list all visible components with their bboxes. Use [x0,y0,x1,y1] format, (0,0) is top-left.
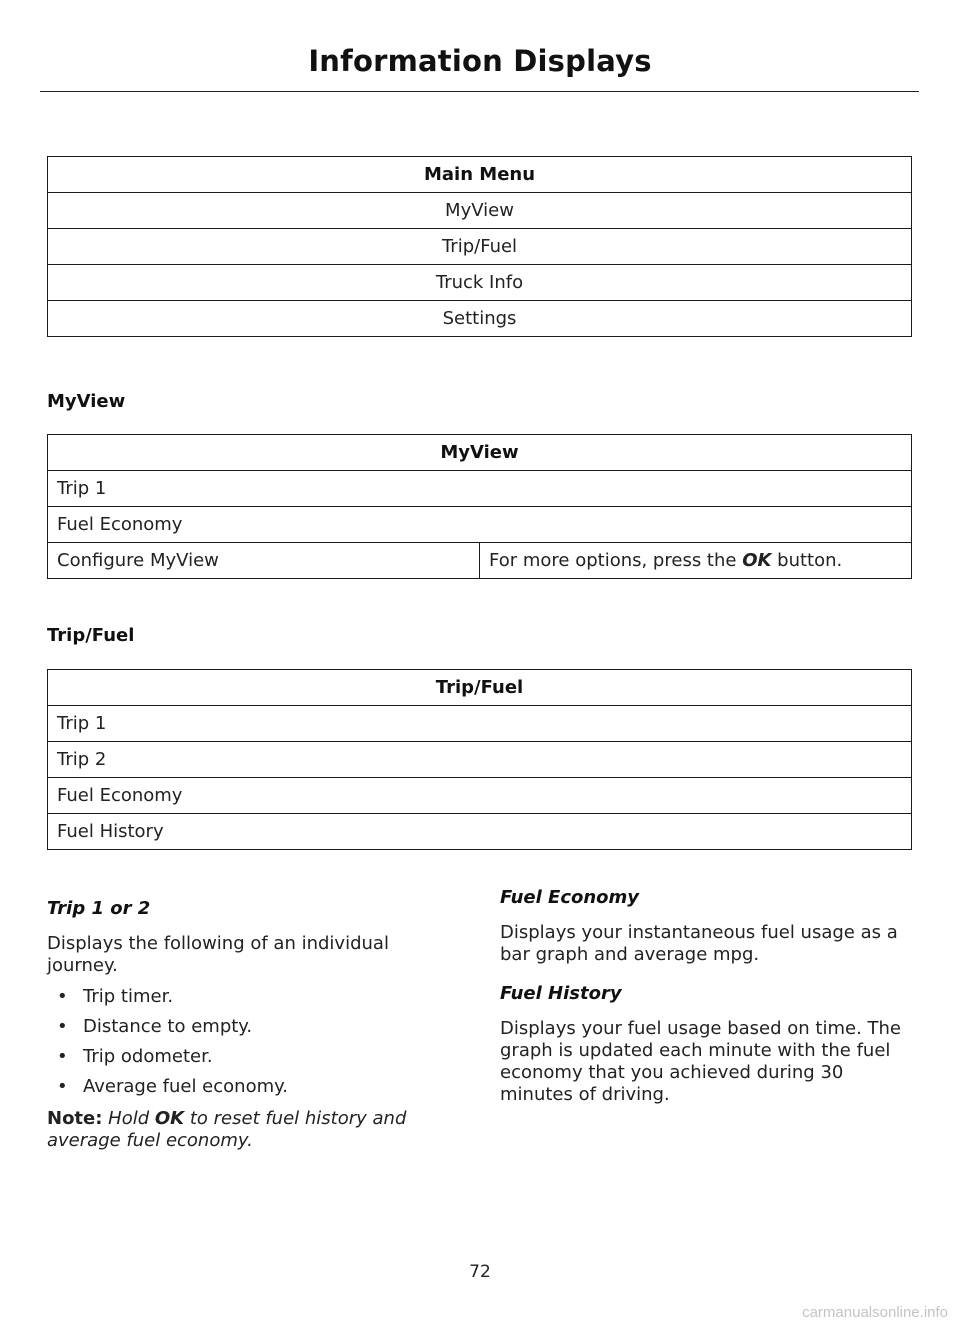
note-text-after: to reset fuel history and average fuel economy. [47,1108,407,1151]
fuel-economy-text: Displays your instantaneous fuel usage as a bar graph and average mpg. [500,922,898,965]
main-menu-item-truckinfo: Truck Info [48,265,912,301]
fuel-economy-heading: Fuel Economy [500,887,640,908]
bullet-text: Distance to empty. [83,1016,253,1037]
bullet-distance-to-empty [47,1016,442,1038]
bullet-average-fuel-economy [47,1076,442,1098]
myview-table [47,434,912,579]
tripfuel-row-trip2: Trip 2 [48,742,912,778]
fuel-history-heading: Fuel History [500,983,622,1004]
bullet-dot: • [57,986,68,1007]
bullet-text: Trip odometer. [83,1046,213,1067]
bullet-trip-odometer [47,1046,442,1068]
main-menu-item-myview: MyView [48,193,912,229]
ok-key-label: OK [742,549,772,571]
myview-configure-note [480,543,912,579]
right-column [500,887,915,1106]
main-menu-heading: Main Menu [48,157,912,193]
main-menu-table [47,156,912,337]
fuel-history-text: Displays your fuel usage based on time. The graph is updated each minute with the fuel economy that you achieved during 30 minutes of driving. [500,1018,902,1105]
tripfuel-row-trip1: Trip 1 [48,706,912,742]
bullet-dot: • [57,1046,68,1067]
myview-row-fuel-economy: Fuel Economy [48,507,912,543]
trip12-intro: Displays the following of an individual journey. [47,933,389,976]
bullet-dot: • [57,1016,68,1037]
myview-row-configure: Configure MyView [48,543,480,579]
tripfuel-table [47,669,912,850]
bullet-trip-timer [47,986,442,1008]
bullet-text: Average fuel economy. [83,1076,288,1097]
header-divider [40,91,919,92]
note-text-before: Hold [102,1108,155,1129]
tripfuel-row-fuel-history: Fuel History [48,814,912,850]
watermark: carmanualsonline.info [802,1304,948,1321]
page-number: 72 [469,1262,491,1282]
myview-section-title: MyView [47,391,126,412]
tripfuel-section-title: Trip/Fuel [47,625,135,646]
note-text-after: button. [771,549,843,571]
myview-row-trip1: Trip 1 [48,471,912,507]
bullet-dot: • [57,1076,68,1097]
myview-heading: MyView [48,435,912,471]
note-label: Note: [47,1108,103,1129]
left-column [47,898,442,1152]
main-menu-item-settings: Settings [48,301,912,337]
page-title: Information Displays [308,44,652,78]
note-text-before: For more options, press the [489,549,743,571]
ok-key-label: OK [154,1108,185,1129]
bullet-text: Trip timer. [83,986,174,1007]
trip12-heading: Trip 1 or 2 [47,898,151,919]
tripfuel-heading: Trip/Fuel [48,670,912,706]
tripfuel-row-fuel-economy: Fuel Economy [48,778,912,814]
main-menu-item-tripfuel: Trip/Fuel [48,229,912,265]
trip12-note [47,1108,442,1152]
